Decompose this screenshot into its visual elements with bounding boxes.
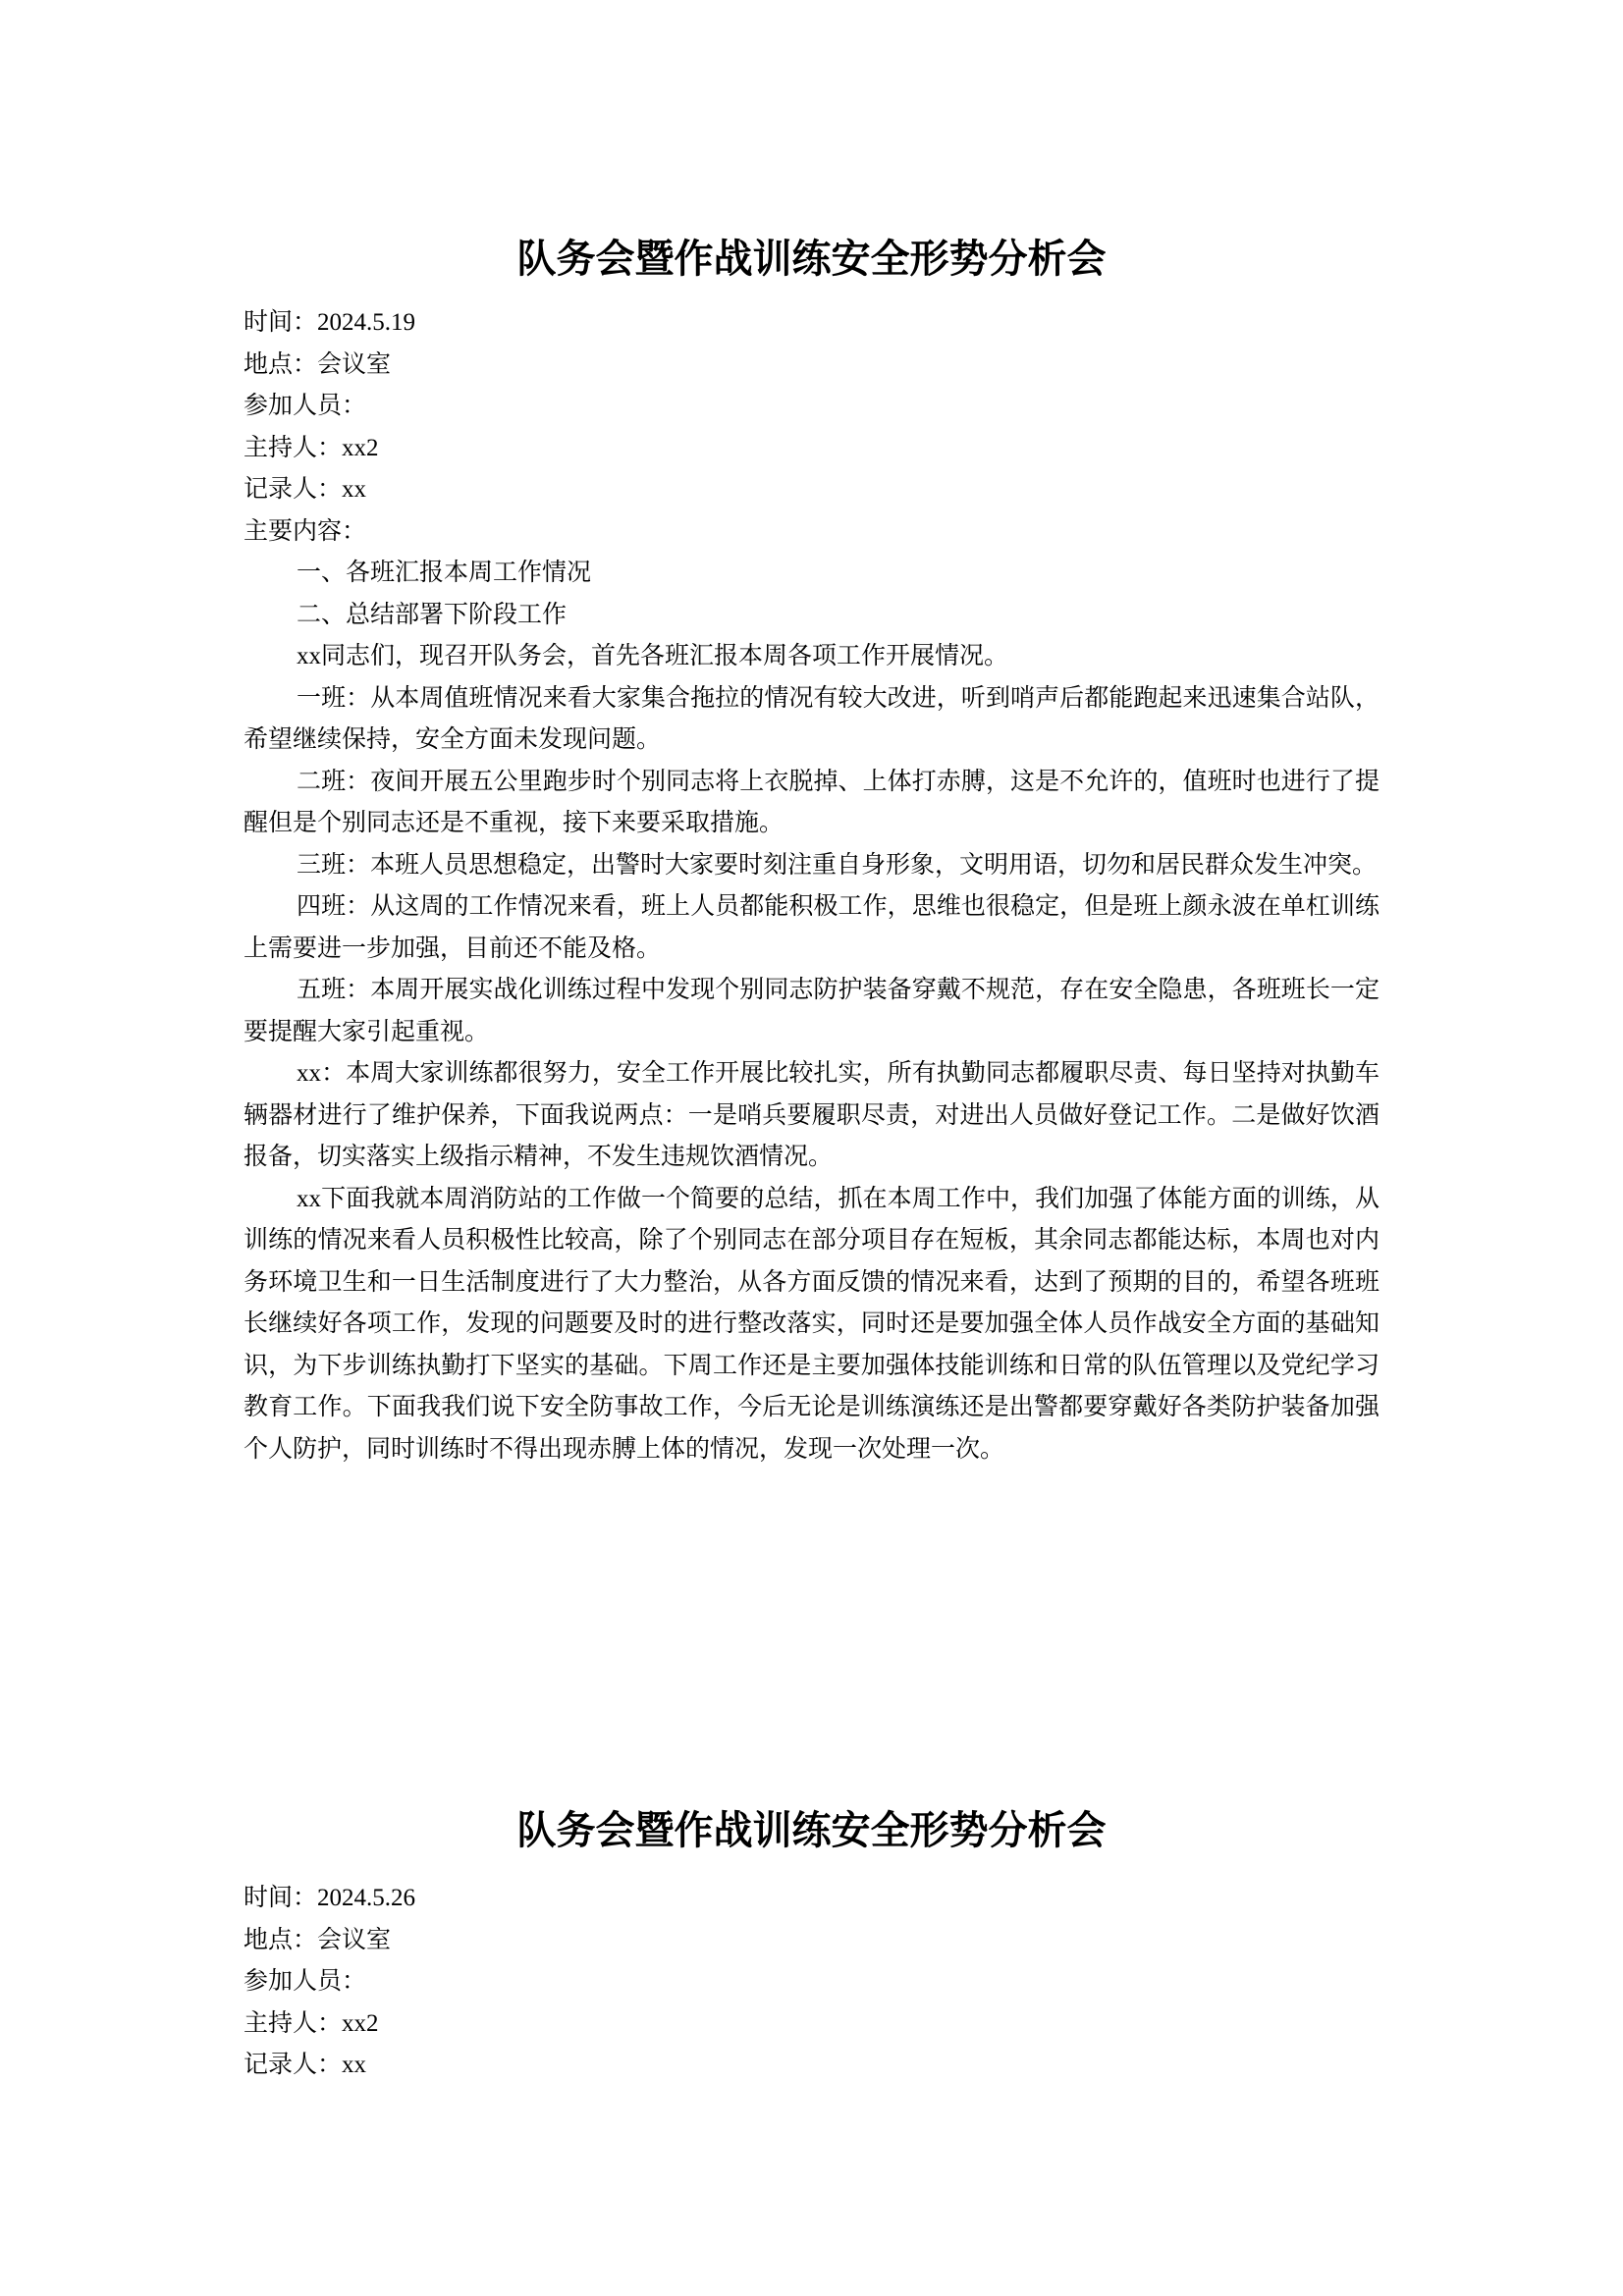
meta-block	[243, 1878, 1380, 2087]
body-paragraph: 二班：夜间开展五公里跑步时个别同志将上衣脱掉、上体打赤膊，这是不允许的，值班时也进行了提醒但是个别同志还是不重视，接下来要采取措施。	[243, 768, 1380, 836]
meta-participants: 参加人员：	[243, 1968, 367, 1995]
agenda-item-1: 一、各班汇报本周工作情况	[297, 560, 592, 586]
meta-host: 主持人：xx2	[243, 2009, 379, 2037]
body-paragraph: xx下面我就本周消防站的工作做一个简要的总结，抓在本周工作中，我们加强了体能方面的训练，从训练的情况来看人员积极性比较高，除了个别同志在部分项目存在短板，其余同志都能达标，本周也对内务环境卫生和一日生活制度进行了大力整治，从各方面反馈的情况来看，达到了预期的目的，希望各班班长继续好各项工作，发现的问题要及时的进行整改落实，同时还是要加强全体人员作战安全方面的基础知识，为下步训练执勤打下坚实的基础。下周工作还是主要加强体技能训练和日常的队伍管理以及党纪学习教育工作。下面我我们说下安全防事故工作，今后无论是训练演练还是出警都要穿戴好各类防护装备加强个人防护，同时训练时不得出现赤膊上体的情况，发现一次处理一次。	[243, 1185, 1380, 1463]
document-content	[243, 225, 1380, 2087]
document-body	[243, 553, 1380, 1470]
meta-recorder: 记录人：xx	[243, 2052, 367, 2078]
body-paragraph: 五班：本周开展实战化训练过程中发现个别同志防护装备穿戴不规范，存在安全隐患，各班班长一定要提醒大家引起重视。	[243, 977, 1380, 1045]
meta-block	[243, 302, 1380, 553]
meta-time: 时间：2024.5.26	[243, 1885, 416, 1911]
body-paragraph: xx：本周大家训练都很努力，安全工作开展比较扎实，所有执勤同志都履职尽责、每日坚持对执勤车辆器材进行了维护保养，下面我说两点：一是哨兵要履职尽责，对进出人员做好登记工作。二是做好饮酒报备，切实落实上级指示精神，不发生违规饮酒情况。	[243, 1060, 1380, 1170]
meta-main-content-label: 主要内容：	[243, 517, 367, 545]
document-title: 队务会暨作战训练安全形势分析会	[516, 238, 1107, 281]
page-break-gap	[243, 1470, 1380, 1796]
document-title: 队务会暨作战训练安全形势分析会	[516, 1809, 1107, 1852]
meta-host: 主持人：xx2	[243, 434, 379, 461]
meta-recorder: 记录人：xx	[243, 476, 367, 503]
body-paragraph: 三班：本班人员思想稳定，出警时大家要时刻注重自身形象，文明用语，切勿和居民群众发生冲突。	[297, 851, 1378, 879]
body-paragraph: xx同志们，现召开队务会，首先各班汇报本周各项工作开展情况。	[297, 643, 1009, 669]
agenda-item-2: 二、总结部署下阶段工作	[297, 601, 568, 628]
meta-location: 地点：会议室	[243, 1926, 392, 1953]
meta-time: 时间：2024.5.19	[243, 309, 416, 336]
meta-location: 地点：会议室	[243, 350, 392, 378]
body-paragraph: 一班：从本周值班情况来看大家集合拖拉的情况有较大改进，听到哨声后都能跑起来迅速集合站队，希望继续保持，安全方面未发现问题。	[243, 684, 1380, 753]
meta-participants: 参加人员：	[243, 393, 367, 419]
body-paragraph: 四班：从这周的工作情况来看，班上人员都能积极工作，思维也很稳定，但是班上颜永波在单杠训练上需要进一步加强，目前还不能及格。	[243, 893, 1380, 962]
